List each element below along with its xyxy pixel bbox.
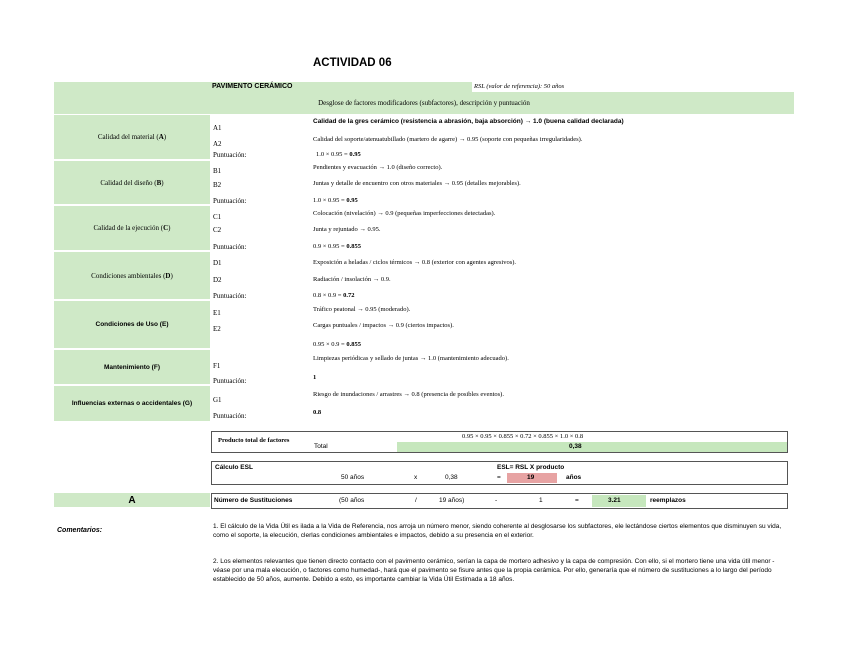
subfactor-code: E1: [213, 309, 221, 317]
calculo-result-cell: [507, 473, 557, 483]
comentarios-label: Comentarios:: [57, 527, 103, 534]
puntuacion-label: Puntuación:: [213, 412, 247, 420]
puntuacion-label: Puntuación:: [213, 292, 247, 300]
subfactor-code: E2: [213, 325, 221, 333]
sustituciones-a: (50 años: [339, 497, 365, 504]
subfactor-code: A2: [213, 140, 222, 148]
subfactor-text: Exposición a heladas / ciclos térmicos → 0.8 (exterior con agentes agresivos).: [313, 259, 517, 266]
puntuacion-value: 0.9 × 0.95 = 0.855: [313, 243, 361, 250]
subfactor-text: Junta y rejuntado → 0.95.: [313, 226, 381, 233]
puntuacion-value: 1: [313, 374, 317, 381]
total-value: 0,38: [569, 443, 582, 450]
puntuacion-label: Puntuación:: [213, 243, 247, 251]
subfactor-text: Juntas y detalle de encuentro con otros materiales → 0.95 (detalles mejorables).: [313, 180, 521, 187]
subfactor-text: Cargas puntuales / impactos → 0.9 (ciertos impactos).: [313, 322, 454, 329]
calculo-factor: 0,38: [445, 474, 458, 481]
subfactor-code: C2: [213, 226, 222, 234]
factor-f-label: Mantenimiento (F): [54, 350, 210, 384]
sustituciones-box: [211, 493, 788, 509]
calculo-unit: años: [566, 474, 582, 481]
puntuacion-value: 0.8: [313, 409, 322, 416]
pavimento-header: [54, 82, 472, 92]
factor-c-label: Calidad de la ejecución (C): [54, 206, 210, 250]
subfactor-code: A1: [213, 124, 222, 132]
calculo-label: Cálculo ESL: [215, 464, 253, 471]
subfactor-text: Radiación / insolación → 0.9.: [313, 276, 391, 283]
sustituciones-label: Número de Sustituciones: [214, 497, 293, 504]
subfactor-code: F1: [213, 362, 221, 370]
factor-d-label: Condiciones ambientales (D): [54, 252, 210, 299]
subfactor-text: Calidad del soporte/atenuatubillado (martero de agarre) → 0.95 (soporte con pequeñas irregularidades).: [313, 136, 583, 143]
puntuacion-label: Puntuación:: [213, 197, 247, 205]
sustituciones-result: 3.21: [608, 497, 621, 504]
desglose-header: [54, 92, 794, 114]
sustituciones-eq: =: [575, 497, 579, 504]
subfactor-text: Pendientes y evacuación → 1.0 (diseño correcto).: [313, 164, 443, 171]
subfactor-text: Limpiezas periódicas y sellado de juntas → 1.0 (mantenimiento adecuado).: [313, 355, 509, 362]
comentario-1: 1. El cálculo de la Vida Útil es ilada a la Vida de Referencia, nos arroja un número menor, siendo coherente al desglosarse los subfactores, ele lectándose ciertos elementos que disminuyen su vida, como el soporte, la elecución, clerlas condiciones ambientales e impactos, debido a su presencia en el exterior.: [213, 523, 782, 539]
subfactor-code: D2: [213, 276, 222, 284]
subfactor-text: Calidad de la gres cerámico (resistencia a abrasión, baja absorción) → 1.0 (buena calidad declarada): [313, 118, 624, 125]
puntuacion-value: 0.95 × 0.9 = 0.855: [313, 341, 361, 348]
sustituciones-result-cell: [592, 495, 646, 507]
subfactor-code: G1: [213, 396, 222, 404]
total-cell: [397, 442, 787, 452]
puntuacion-value: 1.0 × 0.95 = 0.95: [316, 151, 361, 158]
puntuacion-label: Puntuación:: [213, 377, 247, 385]
sustituciones-slash: /: [415, 497, 417, 504]
producto-expr: 0.95 × 0.95 × 0.855 × 0.72 × 0.855 × 1.0 × 0.8: [462, 433, 584, 440]
calculo-box: [211, 461, 788, 485]
subfactor-text: Tráfico peatonal → 0.95 (moderado).: [313, 306, 411, 313]
subfactor-code: B1: [213, 167, 222, 175]
subfactor-code: B2: [213, 181, 222, 189]
pavimento-label: PAVIMENTO CERÁMICO: [212, 83, 293, 90]
calculo-result: 19: [527, 474, 535, 481]
sustituciones-unit: reemplazos: [650, 497, 686, 504]
factor-e-label: Condiciones de Uso (E): [54, 301, 210, 348]
calculo-eq: =: [497, 474, 501, 481]
sustituciones-b: 19 años): [439, 497, 465, 504]
puntuacion-value: 1.0 × 0.95 = 0.95: [313, 197, 358, 204]
desglose-label: Desglose de factores modificadores (subfactores), descripción y puntuación: [318, 99, 530, 107]
puntuacion-label: Puntuación:: [213, 151, 247, 159]
calculo-x: x: [414, 474, 418, 481]
sustituciones-letter-cell: [54, 493, 210, 507]
producto-label: Producto total de factores: [218, 437, 290, 444]
subfactor-code: C1: [213, 213, 222, 221]
calculo-formula: ESL= RSL X producto: [497, 464, 565, 471]
puntuacion-value: 0.8 × 0.9 = 0.72: [313, 292, 355, 299]
sustituciones-one: 1: [539, 497, 543, 504]
factor-g-label: Influencias externas o accidentales (G): [54, 386, 210, 421]
rsl-reference: RSL (valor de referencia): 50 años: [474, 83, 565, 90]
factor-a-label: Calidad del material (A): [54, 115, 210, 159]
calculo-rsl: 50 años: [341, 474, 365, 481]
subfactor-text: Colocación (nivelación) → 0.9 (pequeñas imperfecciones detectadas).: [313, 210, 496, 217]
page-title: ACTIVIDAD 06: [313, 57, 392, 69]
comentario-2: 2. Los elementos relevantes que tienen directo contacto con el pavimento cerámico, serían la capa de mortero adhesivo y la capa de compresión. Con ello, si el mortero tiene una vida útil menor -véase por una mala elecución, o factores como humedad-, hará que el pavimento se fisure antes que la propia cerámica. Por ello, generaría que el número de sustituciones a lo largo del período establecido de 50 años, aumente. Debido a esto, es importante cambiar la Vida Útil Estimada a 18 años.: [213, 558, 775, 583]
sustituciones-minus: -: [495, 497, 498, 504]
sustituciones-letter: A: [128, 494, 136, 506]
factor-b-label: Calidad del diseño (B): [54, 161, 210, 204]
producto-box: [211, 431, 788, 453]
subfactor-text: Riesgo de inundaciones / arrastres → 0.8 (presencia de posibles eventos).: [313, 391, 504, 398]
total-label: Total: [314, 443, 328, 450]
subfactor-code: D1: [213, 259, 222, 267]
